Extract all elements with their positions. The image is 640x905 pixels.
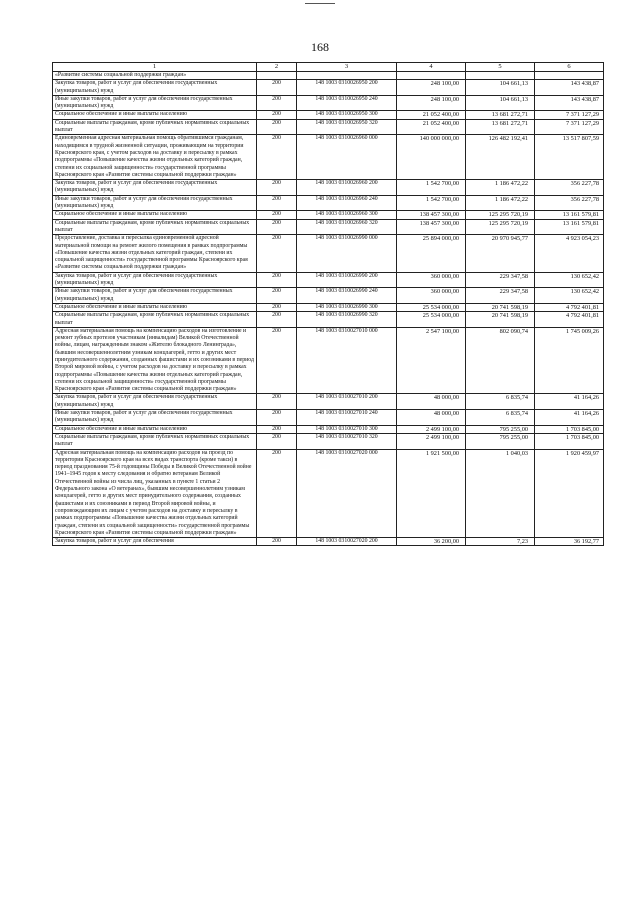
- row-kbk-cell: 148 1003 0310027010 320: [297, 433, 397, 449]
- row-code-cell: 200: [257, 538, 297, 546]
- row-rest-cell: 143 438,87: [535, 95, 604, 111]
- row-fact-cell: 125 295 720,19: [466, 211, 535, 219]
- row-kbk-cell: 148 1003 0310026960 200: [297, 180, 397, 196]
- row-fact-cell: 6 835,74: [466, 410, 535, 426]
- row-rest-cell: 7 371 127,29: [535, 111, 604, 119]
- header-cell: 5: [466, 63, 535, 72]
- row-code-cell: 200: [257, 219, 297, 235]
- row-plan-cell: 1 921 500,00: [397, 449, 466, 538]
- top-edge-mark: [305, 3, 335, 4]
- row-kbk-cell: 148 1003 0310026990 320: [297, 312, 397, 328]
- row-plan-cell: 21 052 400,00: [397, 111, 466, 119]
- row-rest-cell: 7 371 127,29: [535, 119, 604, 135]
- table-header-row: [53, 63, 604, 72]
- header-cell: 2: [257, 63, 297, 72]
- row-kbk-cell: 148 1003 0310026990 240: [297, 288, 397, 304]
- row-code-cell: [257, 72, 297, 80]
- row-code-cell: 200: [257, 135, 297, 180]
- row-name-cell: Закупка товаров, работ и услуг для обеспечения: [53, 538, 257, 546]
- table-row: [53, 288, 604, 304]
- row-name-cell: Социальное обеспечение и иные выплаты населению: [53, 211, 257, 219]
- row-rest-cell: 41 164,26: [535, 410, 604, 426]
- row-code-cell: 200: [257, 272, 297, 288]
- table-row: [53, 410, 604, 426]
- row-name-cell: Иные закупки товаров, работ и услуг для обеспечения государственных (муниципальных) нужд: [53, 95, 257, 111]
- table-row: [53, 80, 604, 96]
- table-row: [53, 180, 604, 196]
- row-code-cell: 200: [257, 288, 297, 304]
- row-plan-cell: 25 534 000,00: [397, 303, 466, 311]
- row-plan-cell: 248 100,00: [397, 95, 466, 111]
- row-code-cell: 200: [257, 80, 297, 96]
- table-row: [53, 312, 604, 328]
- row-rest-cell: 143 438,87: [535, 80, 604, 96]
- row-name-cell: «Развитие системы социальной поддержки граждан»: [53, 72, 257, 80]
- row-fact-cell: 126 482 192,41: [466, 135, 535, 180]
- row-rest-cell: 356 227,78: [535, 195, 604, 211]
- table-row: [53, 219, 604, 235]
- table-row: [53, 111, 604, 119]
- table-row: [53, 303, 604, 311]
- row-code-cell: 200: [257, 119, 297, 135]
- header-cell: 1: [53, 63, 257, 72]
- row-rest-cell: [535, 72, 604, 80]
- row-kbk-cell: 148 1003 0310027010 300: [297, 425, 397, 433]
- row-plan-cell: 21 052 400,00: [397, 119, 466, 135]
- row-rest-cell: 13 161 579,81: [535, 211, 604, 219]
- row-fact-cell: 104 661,13: [466, 95, 535, 111]
- row-name-cell: Предоставление, доставка и пересылка единовременной адресной материальной помощи на ремонт жилого помещения в рамках подпрограммы «Повышение качества жизни отдельных категорий граждан, степени их социальной защищенности» государственной программы Красноярского края «Развитие системы социальной поддержки граждан»: [53, 235, 257, 272]
- row-code-cell: 200: [257, 180, 297, 196]
- row-fact-cell: 1 186 472,22: [466, 195, 535, 211]
- row-code-cell: 200: [257, 303, 297, 311]
- row-name-cell: Закупка товаров, работ и услуг для обеспечения государственных (муниципальных) нужд: [53, 80, 257, 96]
- row-rest-cell: 4 923 054,23: [535, 235, 604, 272]
- table-row: [53, 195, 604, 211]
- row-rest-cell: 4 792 401,81: [535, 303, 604, 311]
- table-row: [53, 95, 604, 111]
- row-rest-cell: 130 652,42: [535, 288, 604, 304]
- row-name-cell: Закупка товаров, работ и услуг для обеспечения государственных (муниципальных) нужд: [53, 394, 257, 410]
- row-plan-cell: 2 547 100,00: [397, 327, 466, 394]
- row-kbk-cell: 148 1003 0310027010 240: [297, 410, 397, 426]
- row-rest-cell: 36 192,77: [535, 538, 604, 546]
- row-plan-cell: 140 000 000,00: [397, 135, 466, 180]
- row-kbk-cell: 148 1003 0310026960 240: [297, 195, 397, 211]
- row-fact-cell: 802 090,74: [466, 327, 535, 394]
- row-kbk-cell: 148 1003 0310026960 000: [297, 135, 397, 180]
- row-kbk-cell: 148 1003 0310027010 000: [297, 327, 397, 394]
- row-plan-cell: 2 499 100,00: [397, 433, 466, 449]
- row-plan-cell: 25 894 000,00: [397, 235, 466, 272]
- row-name-cell: Социальное обеспечение и иные выплаты населению: [53, 303, 257, 311]
- row-plan-cell: 2 499 100,00: [397, 425, 466, 433]
- row-code-cell: 200: [257, 449, 297, 538]
- row-name-cell: Закупка товаров, работ и услуг для обеспечения государственных (муниципальных) нужд: [53, 180, 257, 196]
- row-fact-cell: 1 040,03: [466, 449, 535, 538]
- row-code-cell: 200: [257, 211, 297, 219]
- row-rest-cell: 13 517 807,59: [535, 135, 604, 180]
- row-name-cell: Социальное обеспечение и иные выплаты населению: [53, 425, 257, 433]
- row-kbk-cell: 148 1003 0310026950 320: [297, 119, 397, 135]
- row-rest-cell: 1 703 845,00: [535, 425, 604, 433]
- row-kbk-cell: 148 1003 0310026950 200: [297, 80, 397, 96]
- row-name-cell: Социальные выплаты гражданам, кроме публичных нормативных социальных выплат: [53, 219, 257, 235]
- table-row: [53, 449, 604, 538]
- row-kbk-cell: [297, 72, 397, 80]
- row-rest-cell: 13 161 579,81: [535, 219, 604, 235]
- row-fact-cell: 125 295 720,19: [466, 219, 535, 235]
- row-plan-cell: 48 000,00: [397, 410, 466, 426]
- row-code-cell: 200: [257, 433, 297, 449]
- row-kbk-cell: 148 1003 0310027020 000: [297, 449, 397, 538]
- table-row: [53, 433, 604, 449]
- row-fact-cell: 20 741 598,19: [466, 312, 535, 328]
- row-fact-cell: 13 681 272,71: [466, 119, 535, 135]
- row-fact-cell: 795 255,00: [466, 433, 535, 449]
- row-fact-cell: [466, 72, 535, 80]
- table-row: [53, 538, 604, 546]
- row-code-cell: 200: [257, 394, 297, 410]
- row-code-cell: 200: [257, 425, 297, 433]
- row-plan-cell: 36 200,00: [397, 538, 466, 546]
- row-fact-cell: 7,23: [466, 538, 535, 546]
- row-rest-cell: 4 792 401,81: [535, 312, 604, 328]
- row-kbk-cell: 148 1003 0310026990 300: [297, 303, 397, 311]
- row-fact-cell: 104 661,13: [466, 80, 535, 96]
- row-fact-cell: 1 186 472,22: [466, 180, 535, 196]
- row-fact-cell: 229 347,58: [466, 272, 535, 288]
- row-name-cell: Единовременная адресная материальная помощь обратившимся гражданам, находящимся в трудной жизненной ситуации, проживающим на территории Красноярского края, с учетом расходов на доставку и пересылку в рамках подпрограммы «Повышение качества жизни отдельных категорий граждан, степени их социальной защищенности» государственной программы Красноярского края «Развитие системы социальной поддержки граждан»: [53, 135, 257, 180]
- header-cell: 3: [297, 63, 397, 72]
- row-plan-cell: 1 542 700,00: [397, 195, 466, 211]
- row-kbk-cell: 148 1003 0310027010 200: [297, 394, 397, 410]
- row-name-cell: Социальное обеспечение и иные выплаты населению: [53, 111, 257, 119]
- row-plan-cell: 360 000,00: [397, 288, 466, 304]
- row-plan-cell: 248 100,00: [397, 80, 466, 96]
- table-row: [53, 72, 604, 80]
- row-name-cell: Адресная материальная помощь на компенсацию расходов на проезд по территории Красноярского края на всех видах транспорта (кроме такси) в период празднования 75-й годовщины Победы в Великой Отечественной войне 1941–1945 годов к месту следования и обратно ветеранам Великой Отечественной войны из числа лиц, указанных в пункте 1 статьи 2 Федерального закона «О ветеранах», бывшим несовершеннолетним узникам концлагерей, гетто и других мест принудительного содержания, созданных фашистами и их союзниками в период Второй мировой войны, и сопровождающим их лицам с учетом расходов на доставку и пересылку в рамках подпрограммы «Повышение качества жизни отдельных категорий граждан, степени их социальной защищенности» государственной программы Красноярского края «Развитие системы социальной поддержки граждан»: [53, 449, 257, 538]
- table-row: [53, 425, 604, 433]
- row-kbk-cell: 148 1003 0310027020 200: [297, 538, 397, 546]
- row-plan-cell: 360 000,00: [397, 272, 466, 288]
- row-plan-cell: 1 542 700,00: [397, 180, 466, 196]
- row-code-cell: 200: [257, 410, 297, 426]
- row-kbk-cell: 148 1003 0310026950 240: [297, 95, 397, 111]
- table-row: [53, 235, 604, 272]
- row-fact-cell: 20 741 598,19: [466, 303, 535, 311]
- page-number: 168: [311, 40, 329, 54]
- row-name-cell: Социальные выплаты гражданам, кроме публичных нормативных социальных выплат: [53, 119, 257, 135]
- row-rest-cell: 1 703 845,00: [535, 433, 604, 449]
- row-kbk-cell: 148 1003 0310026960 300: [297, 211, 397, 219]
- row-plan-cell: [397, 72, 466, 80]
- row-fact-cell: 795 255,00: [466, 425, 535, 433]
- row-code-cell: 200: [257, 195, 297, 211]
- row-plan-cell: 138 457 300,00: [397, 219, 466, 235]
- table-row: [53, 119, 604, 135]
- row-fact-cell: 229 347,58: [466, 288, 535, 304]
- row-code-cell: 200: [257, 235, 297, 272]
- row-kbk-cell: 148 1003 0310026990 200: [297, 272, 397, 288]
- row-rest-cell: 41 164,26: [535, 394, 604, 410]
- row-code-cell: 200: [257, 111, 297, 119]
- row-rest-cell: 1 745 009,26: [535, 327, 604, 394]
- row-name-cell: Иные закупки товаров, работ и услуг для обеспечения государственных (муниципальных) нужд: [53, 288, 257, 304]
- row-code-cell: 200: [257, 312, 297, 328]
- table-row: [53, 272, 604, 288]
- row-code-cell: 200: [257, 327, 297, 394]
- budget-execution-table: [52, 62, 604, 546]
- row-fact-cell: 6 835,74: [466, 394, 535, 410]
- row-fact-cell: 20 970 945,77: [466, 235, 535, 272]
- row-rest-cell: 130 652,42: [535, 272, 604, 288]
- header-cell: 6: [535, 63, 604, 72]
- row-kbk-cell: 148 1003 0310026950 300: [297, 111, 397, 119]
- row-plan-cell: 48 000,00: [397, 394, 466, 410]
- row-name-cell: Социальные выплаты гражданам, кроме публичных нормативных социальных выплат: [53, 312, 257, 328]
- row-name-cell: Иные закупки товаров, работ и услуг для обеспечения государственных (муниципальных) нужд: [53, 410, 257, 426]
- row-plan-cell: 25 534 000,00: [397, 312, 466, 328]
- row-code-cell: 200: [257, 95, 297, 111]
- row-rest-cell: 356 227,78: [535, 180, 604, 196]
- row-name-cell: Иные закупки товаров, работ и услуг для обеспечения государственных (муниципальных) нужд: [53, 195, 257, 211]
- table-row: [53, 394, 604, 410]
- row-kbk-cell: 148 1003 0310026990 000: [297, 235, 397, 272]
- row-name-cell: Закупка товаров, работ и услуг для обеспечения государственных (муниципальных) нужд: [53, 272, 257, 288]
- table-row: [53, 211, 604, 219]
- row-rest-cell: 1 920 459,97: [535, 449, 604, 538]
- row-plan-cell: 138 457 300,00: [397, 211, 466, 219]
- table-row: [53, 135, 604, 180]
- row-fact-cell: 13 681 272,71: [466, 111, 535, 119]
- row-name-cell: Социальные выплаты гражданам, кроме публичных нормативных социальных выплат: [53, 433, 257, 449]
- table-row: [53, 327, 604, 394]
- row-kbk-cell: 148 1003 0310026960 320: [297, 219, 397, 235]
- row-name-cell: Адресная материальная помощь на компенсацию расходов на изготовление и ремонт зубных протезов участникам (инвалидам) Великой Отечественной войны, лицам, награжденным знаком «Жителю блокадного Ленинграда», бывшим несовершеннолетним узникам концлагерей, гетто и других мест принудительного содержания, созданных фашистами и их союзниками в период Второй мировой войны, с учетом расходов на доставку и пересылку в рамках подпрограммы «Повышение качества жизни отдельных категорий граждан, степени их социальной защищенности» государственной программы Красноярского края «Развитие системы социальной поддержки граждан»: [53, 327, 257, 394]
- header-cell: 4: [397, 63, 466, 72]
